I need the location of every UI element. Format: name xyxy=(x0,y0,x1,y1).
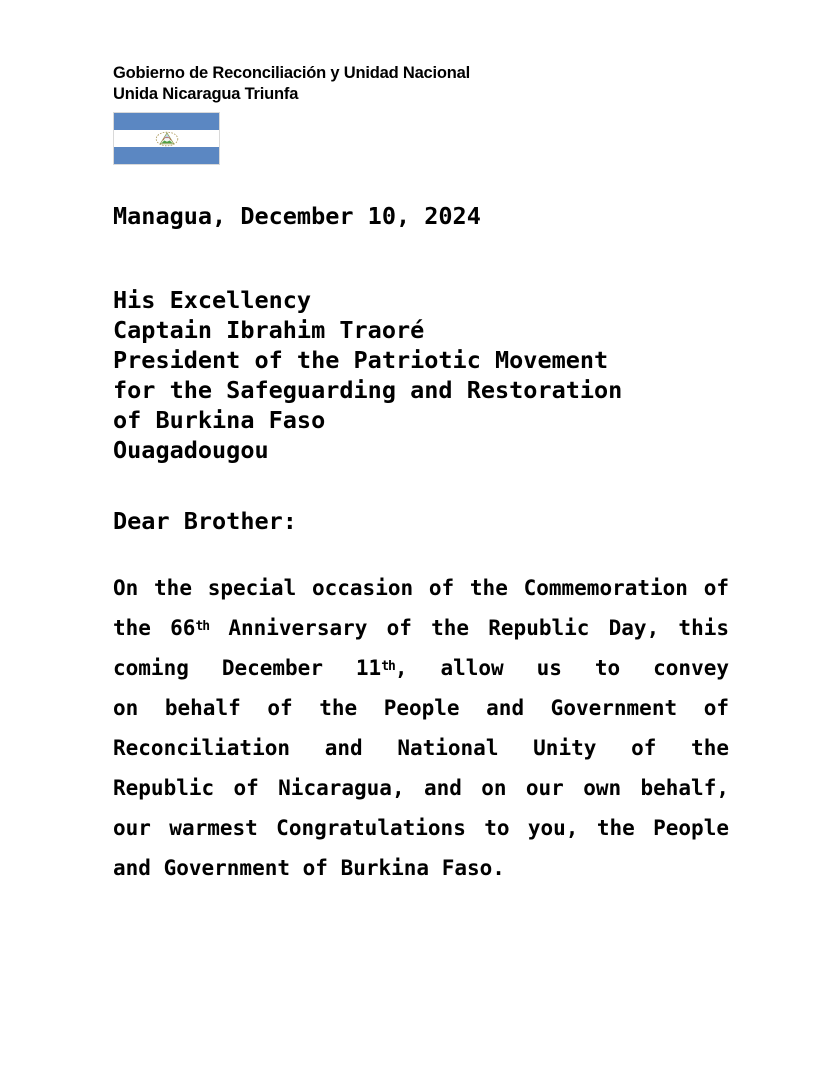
recipient-line: His Excellency xyxy=(113,286,312,314)
body-text-segment: our warmest Congratulations to you, the People xyxy=(113,816,729,840)
body-text-segment: Republic of Nicaragua, and on our own behalf, xyxy=(113,776,729,800)
body-text-segment: and Government of Burkina Faso. xyxy=(113,856,505,880)
body-paragraph xyxy=(113,568,729,888)
body-text-segment: on behalf of the People and Government of xyxy=(113,696,729,720)
recipient-line: Captain Ibrahim Traoré xyxy=(113,316,425,344)
nicaragua-coat-of-arms-icon xyxy=(154,131,180,147)
flag-stripe-bottom xyxy=(114,147,219,164)
body-line xyxy=(113,608,729,648)
body-text-segment: , allow us to convey xyxy=(394,656,729,680)
ordinal-superscript: th xyxy=(381,659,395,675)
body-text-segment: On the special occasion of the Commemoration of xyxy=(113,576,729,600)
body-text-segment: coming December 11 xyxy=(113,656,382,680)
dateline: Managua, December 10, 2024 xyxy=(113,202,481,230)
recipient-line: for the Safeguarding and Restoration xyxy=(113,376,623,404)
body-text-segment: Anniversary of the Republic Day, this xyxy=(209,616,729,640)
letterhead-line-2: Unida Nicaragua Triunfa xyxy=(113,85,299,103)
body-text-segment: Reconciliation and National Unity of the xyxy=(113,736,729,760)
recipient-line: President of the Patriotic Movement xyxy=(113,346,609,374)
salutation: Dear Brother: xyxy=(113,507,297,535)
body-line xyxy=(113,728,729,768)
body-line xyxy=(113,808,729,848)
body-line xyxy=(113,688,729,728)
ordinal-superscript: th xyxy=(195,619,210,635)
letterhead xyxy=(113,63,470,105)
recipient-block xyxy=(113,285,622,465)
flag-stripe-middle xyxy=(114,130,219,147)
body-line xyxy=(113,648,729,688)
letterhead-line-1: Gobierno de Reconciliación y Unidad Nacional xyxy=(113,64,471,82)
recipient-line: of Burkina Faso xyxy=(113,406,326,434)
body-line xyxy=(113,568,729,608)
flag-stripe-top xyxy=(114,113,219,130)
body-line xyxy=(113,768,729,808)
body-line xyxy=(113,848,729,888)
body-text-segment: the 66 xyxy=(113,616,196,640)
nicaragua-flag xyxy=(113,112,220,165)
recipient-line: Ouagadougou xyxy=(113,436,269,464)
